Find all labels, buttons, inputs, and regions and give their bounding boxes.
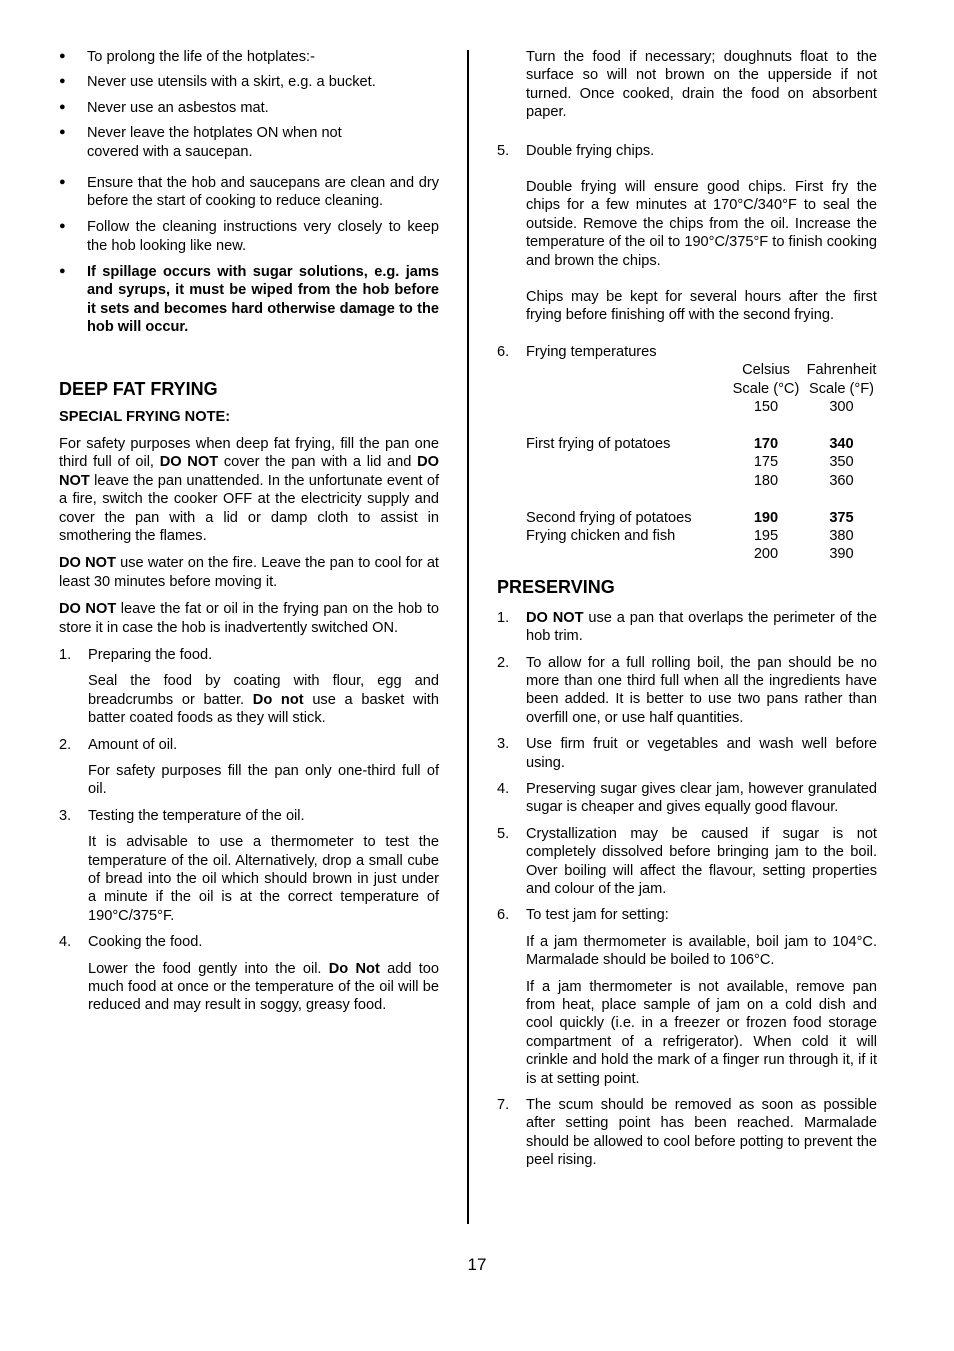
emphasis: DO NOT (59, 601, 117, 618)
table-spacer (526, 417, 877, 435)
step-body (59, 960, 439, 1015)
table-cell-celsius: 175 (753, 454, 779, 471)
text: The scum should be removed as soon as possible after setting point has been reached. Marmalade should be allowed to cool before potting to prevent the peel rising. (526, 1097, 877, 1169)
table-cell-celsius: 180 (753, 472, 779, 489)
frying-temperature-table (526, 361, 877, 563)
emphasis: DO NOT (59, 555, 116, 572)
table-cell-label (526, 545, 726, 563)
text: Lower the food gently into the oil. (88, 960, 329, 977)
step-item (59, 807, 439, 825)
table-row (526, 453, 877, 471)
emphasis: DO NOT (526, 609, 584, 626)
step-item (497, 343, 877, 361)
special-note-heading: SPECIAL FRYING NOTE: (59, 409, 231, 426)
step-number: 5. (497, 142, 510, 159)
step-item (497, 142, 877, 160)
bullet-text: Never use an asbestos mat. (87, 99, 269, 116)
text: To test jam for setting: (526, 907, 669, 924)
table-cell-celsius: 190 (753, 509, 779, 526)
table-row (526, 472, 877, 490)
bullet-text: Never leave the hotplates ON when not covered with a saucepan. (87, 125, 342, 160)
text: Seal the food by coating with flour, egg and breadcrumbs or batter. (88, 673, 439, 708)
step-number: 3. (497, 736, 510, 753)
step-body (59, 833, 439, 925)
step-body (59, 672, 439, 727)
step-number: 2. (59, 736, 72, 753)
table-cell-celsius: 200 (753, 546, 779, 563)
table-cell-fahrenheit: 300 (829, 399, 854, 416)
bullet-item (59, 48, 439, 66)
safety-paragraph (59, 435, 439, 545)
fahrenheit-header: Fahrenheit (806, 362, 877, 379)
text: Use firm fruit or vegetables and wash well before using. (526, 736, 877, 771)
table-cell-label: Frying chicken and fish (526, 527, 676, 544)
table-row (526, 527, 877, 545)
step-number: 1. (497, 609, 510, 626)
step-number: 5. (497, 825, 510, 842)
table-cell-fahrenheit: 390 (829, 546, 854, 563)
bullet-item (59, 99, 439, 117)
step-title: Testing the temperature of the oil. (88, 807, 305, 824)
page-number: 17 (467, 1255, 487, 1274)
table-header-row (526, 380, 877, 398)
table-cell-label: Second frying of potatoes (526, 509, 692, 526)
setting-paragraph-2: If a jam thermometer is not available, remove pan from heat, place sample of jam on a cold dish and cool quickly (i.e. in a freezer or frozen food storage compartment of a refrigerator). When cold it will crinkle and hold the mark of a finger run through it, if it is at setting point. (526, 978, 877, 1087)
step-number: 1. (59, 646, 72, 663)
water-paragraph (59, 554, 439, 591)
preserving-item (497, 654, 877, 728)
bullet-text: If spillage occurs with sugar solutions, e.g. jams and syrups, it must be wiped from the hob before it sets and becomes hard otherwise damage to the hob will occur. (87, 263, 439, 336)
emphasis: DO NOT (59, 454, 439, 489)
bullet-item (59, 218, 439, 255)
step-item (59, 646, 439, 664)
table-cell-label (526, 398, 726, 416)
text: use a pan that overlaps the perimeter of the hob trim. (526, 609, 877, 645)
text: To allow for a full rolling boil, the pan should be no more than one third full when all the ingredients have been added. It is better to use two pans rather than overfill one, or use half quantities. (526, 654, 877, 726)
text: For safety purposes when deep fat frying, fill the pan one third full of oil, (59, 435, 439, 471)
table-row (526, 398, 877, 416)
table-cell-fahrenheit: 380 (829, 527, 854, 544)
table-header-blank (526, 361, 726, 379)
celsius-header: Celsius (742, 362, 790, 379)
table-spacer (526, 490, 877, 508)
preserving-item (497, 1096, 877, 1170)
table-cell-fahrenheit: 350 (829, 454, 854, 471)
text: cover the pan with a lid and (218, 454, 418, 471)
table-cell-celsius: 150 (753, 399, 779, 416)
section-heading-deep-fat-frying: DEEP FAT FRYING (59, 379, 218, 400)
table-header-row (526, 361, 877, 379)
fahrenheit-header: Scale (°F) (808, 380, 875, 397)
chips-kept-paragraph: Chips may be kept for several hours after the first frying before finishing off with the second frying. (526, 289, 877, 324)
step-number: 6. (497, 907, 510, 924)
celsius-header: Scale (°C) (732, 380, 800, 397)
table-cell-celsius: 195 (753, 527, 779, 544)
bullet-text: Ensure that the hob and saucepans are clean and dry before the start of cooking to reduce cleaning. (87, 175, 439, 210)
table-header-blank (526, 380, 726, 398)
step-item (59, 933, 439, 951)
text: Crystallization may be caused if sugar is not completely dissolved before bringing jam to the boil. Over boiling will affect the flavour, setting properties and colour of the jam. (526, 825, 877, 897)
table-cell-fahrenheit: 360 (829, 472, 854, 489)
text: For safety purposes fill the pan only one-third full of oil. (88, 762, 439, 798)
text: leave the fat or oil in the frying pan on the hob to store it in case the hob is inadvertently switched ON. (59, 601, 439, 636)
emphasis: Do Not (328, 960, 380, 977)
text: use water on the fire. Leave the pan to cool for at least 30 minutes before moving it. (59, 555, 439, 590)
step-title: Amount of oil. (88, 736, 178, 753)
text: add too much food at once or the temperature of the oil will be reduced and may result in soggy, greasy food. (88, 960, 439, 1014)
table-cell-label (526, 472, 726, 490)
preserving-item (497, 735, 877, 772)
setting-paragraph-1: If a jam thermometer is available, boil jam to 104°C. Marmalade should be boiled to 106°C. (526, 933, 877, 969)
text: use a basket with batter coated foods as they will stick. (88, 691, 439, 727)
double-frying-paragraph: Double frying will ensure good chips. First fry the chips for a few minutes at 170°C/340°F to seal the outside. Remove the chips from the oil. Increase the temperature of the oil to 190°C/375°F to finish cooking and brown the chips. (526, 179, 877, 269)
preserving-item (497, 609, 877, 646)
bullet-text: Never use utensils with a skirt, e.g. a bucket. (87, 74, 376, 91)
step-title: Preparing the food. (88, 646, 213, 663)
column-divider (467, 50, 469, 1224)
table-cell-label (526, 453, 726, 471)
right-column (497, 48, 877, 1178)
preserving-item (497, 780, 877, 817)
step-title: Double frying chips. (526, 142, 655, 159)
emphasis: DO NOT (159, 454, 219, 471)
bullet-item (59, 73, 439, 91)
table-cell-celsius: 170 (753, 435, 779, 452)
bullet-text: Follow the cleaning instructions very closely to keep the hob looking like new. (87, 219, 439, 254)
table-row (526, 435, 877, 453)
table-spacer-row (526, 417, 877, 435)
text: It is advisable to use a thermometer to test the temperature of the oil. Alternatively, drop a small cube of bread into the oil which should brown in just under a minute if the oil is at the correct temperature of 190°C/375°F. (88, 834, 439, 924)
table-cell-label: First frying of potatoes (526, 435, 671, 452)
step-number: 7. (497, 1097, 510, 1114)
step-number: 3. (59, 807, 72, 824)
left-column (59, 48, 439, 1023)
text: leave the pan unattended. In the unfortunate event of a fire, switch the cooker OFF at the electricity supply and cover the pan with a lid or damp cloth to assist in smothering the flames. (59, 472, 439, 544)
bullet-item (59, 124, 387, 161)
step-number: 6. (497, 343, 510, 360)
step-number: 2. (497, 654, 510, 671)
preserving-item (497, 906, 877, 924)
emphasis: Do not (252, 691, 304, 708)
section-heading-preserving: PRESERVING (497, 576, 615, 597)
step-item (59, 736, 439, 754)
step-number: 4. (497, 780, 510, 797)
step-number: 4. (59, 934, 72, 951)
step-title: Frying temperatures (526, 343, 657, 360)
step-title: Cooking the food. (88, 934, 203, 951)
preserving-item (497, 825, 877, 899)
table-cell-fahrenheit: 375 (829, 509, 854, 526)
table-row (526, 509, 877, 527)
bullet-item (59, 174, 439, 211)
bullet-text: To prolong the life of the hotplates:- (87, 49, 315, 65)
step-body (59, 762, 439, 799)
table-spacer-row (526, 490, 877, 508)
text: Preserving sugar gives clear jam, however granulated sugar is cheaper and gives equally good flavour. (526, 780, 877, 816)
table-row (526, 545, 877, 563)
fat-paragraph (59, 600, 439, 637)
warning-bullet (59, 263, 439, 337)
table-cell-fahrenheit: 340 (829, 435, 854, 452)
turn-paragraph: Turn the food if necessary; doughnuts float to the surface so will not brown on the upperside if not turned. Once cooked, drain the food on absorbent paper. (526, 49, 877, 121)
